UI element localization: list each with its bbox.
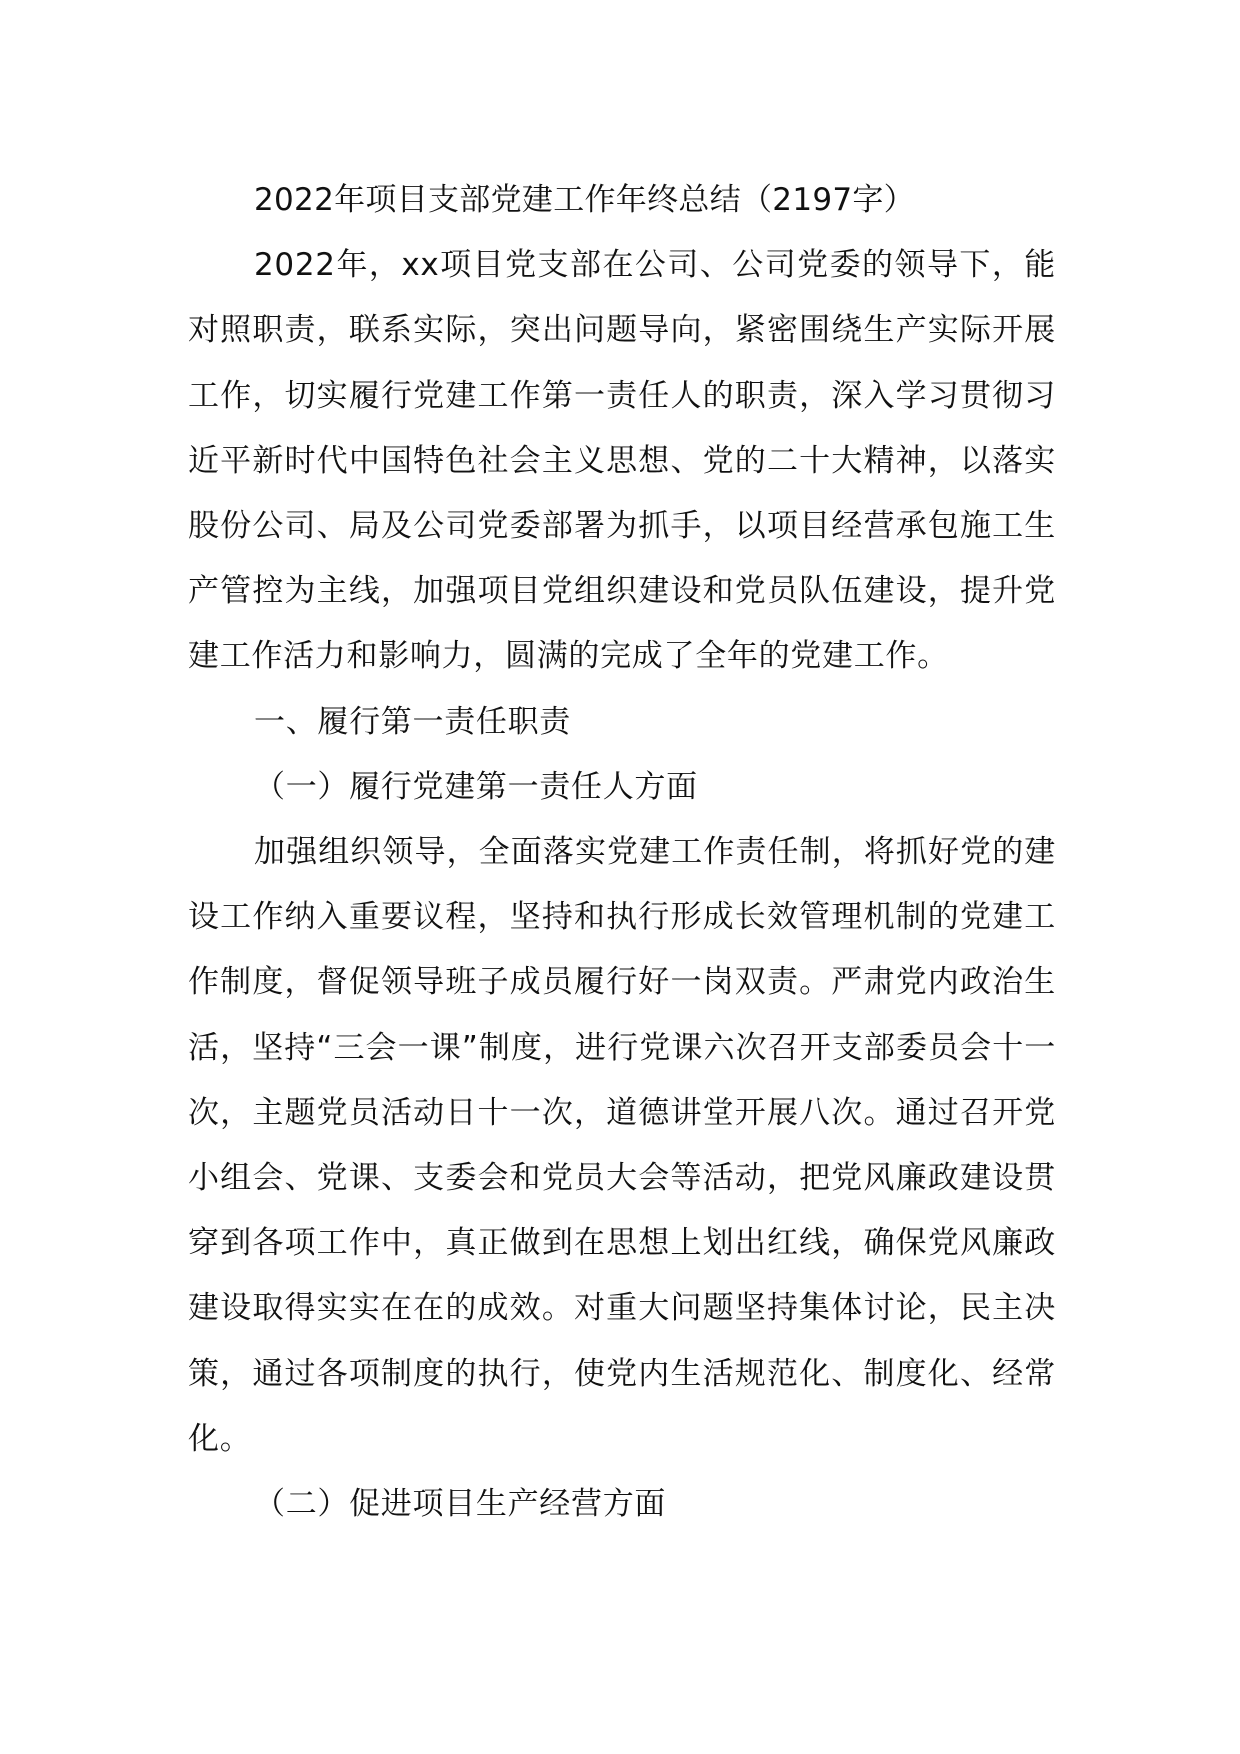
body-paragraph-1: 加强组织领导，全面落实党建工作责任制，将抓好党的建设工作纳入重要议程，坚持和执行形成长效管理机制的党建工作制度，督促领导班子成员履行好一岗双责。严肃党内政治生活，坚持“三会一课”制度，进行党课六次召开支部委员会十一次，主题党员活动日十一次，道德讲堂开展八次。通过召开党小组会、党课、支委会和党员大会等活动，把党风廉政建设贯穿到各项工作中，真正做到在思想上划出红线，确保党风廉政建设取得实实在在的成效。对重大问题坚持集体讨论，民主决策，通过各项制度的执行，使党内生活规范化、制度化、经常化。 bbox=[188, 834, 1056, 1457]
subsection-heading-1: （一）履行党建第一责任人方面 bbox=[254, 768, 698, 805]
document-title: 2022年项目支部党建工作年终总结（2197字） bbox=[254, 182, 915, 218]
section-heading-1: 一、履行第一责任职责 bbox=[254, 703, 571, 740]
intro-paragraph: 2022年，xx项目党支部在公司、公司党委的领导下，能对照职责，联系实际，突出问题导向，紧密围绕生产实际开展工作，切实履行党建工作第一责任人的职责，深入学习贯彻习近平新时代中国特色社会主义思想、党的二十大精神，以落实股份公司、局及公司党委部署为抓手，以项目经营承包施工生产管控为主线，加强项目党组织建设和党员队伍建设，提升党建工作活力和影响力，圆满的完成了全年的党建工作。 bbox=[188, 247, 1056, 675]
subsection-heading-2: （二）促进项目生产经营方面 bbox=[254, 1486, 667, 1523]
document-body bbox=[188, 168, 1056, 1537]
